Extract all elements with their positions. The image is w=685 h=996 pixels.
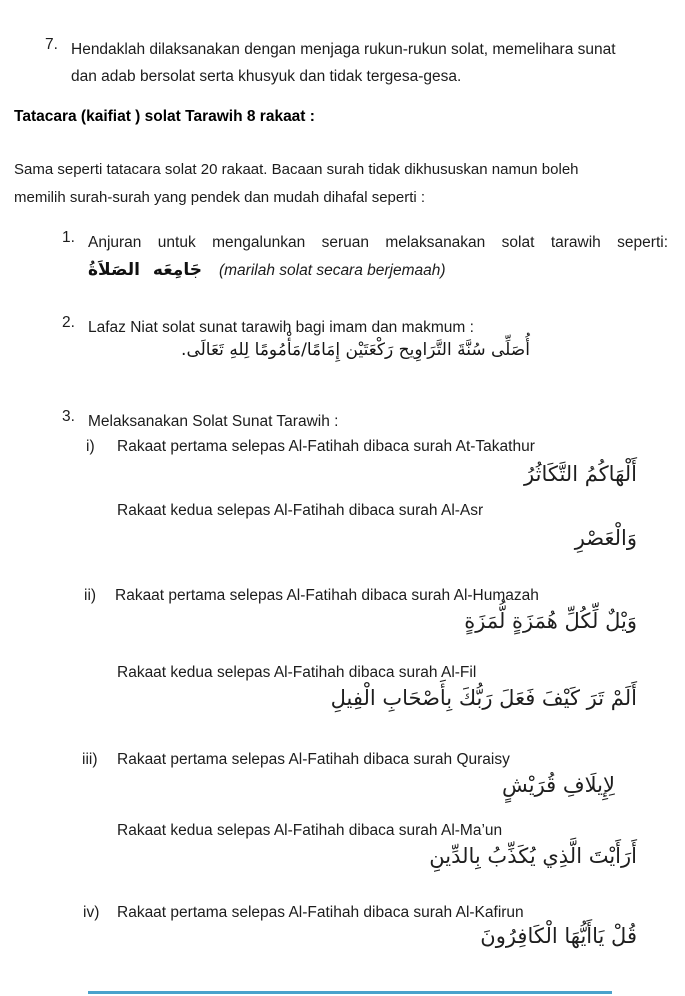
step-number: 2. (62, 314, 75, 331)
step-text: Anjuran untuk mengalunkan seruan melaksanakan solat tarawih seperti: (88, 234, 668, 251)
step-1 (62, 229, 668, 256)
verse-al-fil: أَلَمْ تَرَ كَيْفَ فَعَلَ رَبُّكَ بِأَصْحَابِ الْفِيلِ (330, 686, 637, 710)
rakaat-pertama-line: Rakaat pertama selepas Al-Fatihah dibaca surah Quraisy (117, 751, 510, 768)
niat-arabic-text: أُصَلِّى سُنَّةَ التَّرَاوِيح رَكْعَتَيْن إِمَامًا/مَأْمُومًا لِلهِ تَعَالَى. (181, 340, 530, 360)
arabic-call-row (88, 260, 446, 280)
verse-al-maun: أَرَأَيْتَ الَّذِي يُكَذِّبُ بِالدِّينِ (429, 844, 637, 868)
bottom-divider-line (88, 991, 612, 994)
verse-al-kafirun: قُلْ يَاأَيُّهَا الْكَافِرُونَ (480, 924, 637, 948)
list-item-text: Hendaklah dilaksanakan dengan menjaga rukun-rukun solat, memelihara sunat dan adab bersolat serta khusyuk dan tidak tergesa-gesa. (71, 41, 616, 85)
step-number: 1. (62, 229, 75, 246)
translation-text: (marilah solat secara berjemaah) (218, 262, 446, 279)
section-label: ii) (84, 587, 97, 604)
rakaat-section-i (86, 438, 646, 456)
rakaat-kedua-line: Rakaat kedua selepas Al-Fatihah dibaca surah Al-Ma’un (117, 822, 503, 839)
intro-paragraph: Sama seperti tatacara solat 20 rakaat. Bacaan surah tidak dikhususkan namun boleh memilih surah-surah yang pendek dan mudah dihafal seperti : (14, 161, 579, 206)
rakaat-section-iv (83, 904, 646, 922)
rakaat-section-iii (82, 751, 646, 769)
verse-at-takathur: أَلْهَاكُمُ التَّكَاثُرُ (524, 462, 637, 486)
rakaat-pertama-line: Rakaat pertama selepas Al-Fatihah dibaca surah Al-Humazah (115, 587, 539, 604)
step-text: Lafaz Niat solat sunat tarawih bagi imam dan makmum : (88, 319, 474, 336)
verse-al-humazah: وَيْلٌ لِّكُلِّ هُمَزَةٍ لُّمَزَةٍ (464, 609, 637, 633)
section-label: iv) (83, 904, 100, 921)
step-text: Melaksanakan Solat Sunat Tarawih : (88, 413, 339, 430)
section-label: iii) (82, 751, 98, 768)
rakaat-kedua-line: Rakaat kedua selepas Al-Fatihah dibaca surah Al-Asr (117, 502, 484, 519)
arabic-phrase-part-2: جَامِعَه (152, 260, 202, 280)
verse-quraisy: لِإِيلَافِ قُرَيْشٍ (501, 773, 615, 797)
rakaat-section-ii (84, 587, 646, 605)
rakaat-pertama-line: Rakaat pertama selepas Al-Fatihah dibaca surah At-Takathur (117, 438, 535, 455)
list-item-7 (45, 36, 645, 90)
section-heading: Tatacara (kaifiat ) solat Tarawih 8 rakaat : (14, 108, 315, 125)
step-number: 3. (62, 408, 75, 425)
step-3 (62, 408, 668, 435)
step-2 (62, 314, 668, 341)
rakaat-kedua-line: Rakaat kedua selepas Al-Fatihah dibaca surah Al-Fil (117, 664, 477, 681)
arabic-phrase-part-1: الصَلاَةُ (88, 260, 140, 280)
section-label: i) (86, 438, 95, 455)
verse-al-asr: وَالْعَصْرِ (574, 526, 637, 550)
rakaat-pertama-line: Rakaat pertama selepas Al-Fatihah dibaca surah Al-Kafirun (117, 904, 524, 921)
list-item-number: 7. (45, 36, 58, 53)
